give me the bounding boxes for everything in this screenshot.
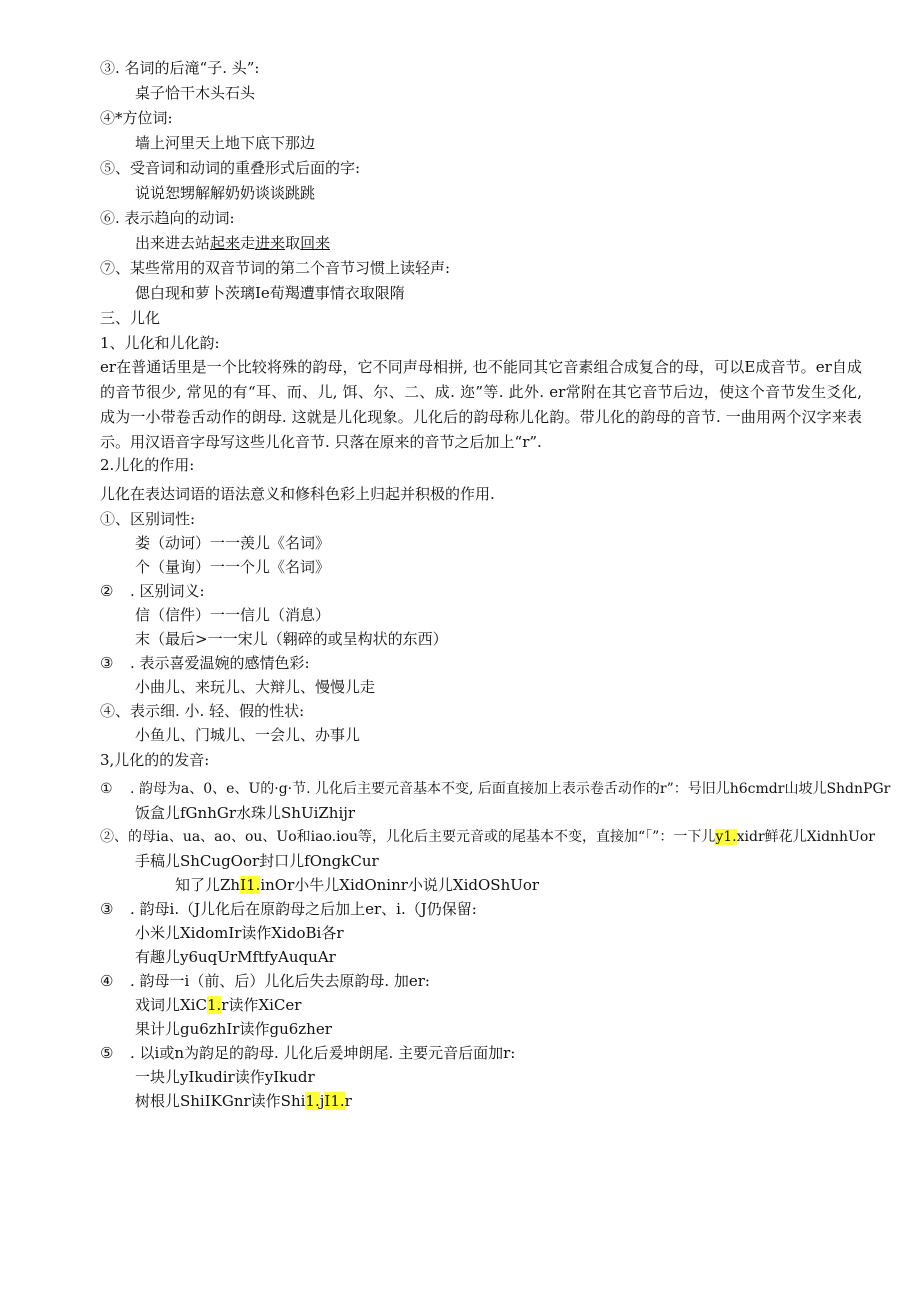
section-heading-erhua: 三、儿化	[100, 309, 161, 327]
subheading-erhua-function: 2.儿化的作用:	[100, 456, 195, 474]
text-run: r	[344, 1092, 352, 1110]
subheading-erhua-pronunciation: 3,儿化的的发音:	[100, 751, 210, 769]
text-run: 出来进去站	[135, 234, 211, 252]
item-number: ④	[100, 972, 114, 990]
example-pron-2a: 手稿儿ShCugOor封口儿fOngkCur	[135, 852, 379, 870]
example-directional-verbs	[135, 233, 330, 253]
item-pron-2	[100, 827, 875, 847]
paragraph-erhua-definition: er在普通话里是一个比较将殊的韵母，它不同声母相拼, 也不能同其它音素组合成复合的母，可以E成音节。er自成的音节很少, 常见的有“耳、而、儿, 饵、尔、二、成. 迩”等. 此外. er常附在其它音节后边，使这个音节发生爻化, 成为一小带卷舌动作的朗母. 这就是儿化现象。儿化后的韵母称儿化韵。带儿化的韵母的音节. 一曲用两个汉字来表示。用汉语音字母写这些儿化音节. 只落在原来的音节之后加上“r”.	[100, 358, 862, 451]
item-number: ①	[100, 781, 113, 797]
example-pron-3a: 小米儿XidomIr读作XidoBi各r	[135, 924, 344, 942]
example-noun-suffix: 桌子恰干木头石头	[135, 84, 256, 102]
paragraph-erhua-function: 儿化在表达词语的语法意义和修科色彩上归起并积极的作用.	[100, 485, 495, 503]
item-text: . 以i或n为韵足的韵母. 儿化后爰坤朗尾. 主要元音后面加r:	[130, 1044, 516, 1062]
example-pron-4a	[135, 995, 301, 1015]
subheading-erhua-definition: 1、儿化和儿化韵:	[100, 334, 220, 352]
text-run: j	[319, 1092, 325, 1110]
item-noun-suffix: ③. 名词的后滝“子. 头”:	[100, 59, 260, 77]
item-pron-5	[100, 1043, 515, 1063]
example-pron-2b	[175, 875, 539, 895]
highlighted-text: 1.	[206, 996, 222, 1014]
item-text: . 韵母为a、0、e、U的·g·节. 儿化后主要元音基本不变, 后面直接加上表示卷舌动作的r”：号旧儿h6cmdr山坡儿ShdnPGr	[130, 781, 891, 797]
example-reduplication: 说说恕甥解解奶奶谈谈跳跳	[135, 184, 316, 202]
underlined-text: 进来	[255, 234, 286, 252]
item-pron-1	[100, 779, 890, 799]
text-run: inOr小牛儿XidOninr小说儿XidOShUor	[260, 876, 540, 894]
text-run: 知了儿Zh	[175, 876, 241, 894]
item-word-meaning	[100, 581, 205, 601]
item-disyllabic-words: ⑦、某些常用的双音节词的第二个音节习惯上读轻声:	[100, 259, 451, 277]
text-run: 戏词儿XiC	[135, 996, 207, 1014]
example-pron-1: 饭盒儿fGnhGr水珠儿ShUiZhijr	[135, 804, 356, 822]
item-number: ③	[100, 654, 114, 672]
text-run: 走	[240, 234, 256, 252]
item-locative-words: ④*方位词:	[100, 109, 173, 127]
text-run: 取	[285, 234, 301, 252]
item-text: . 表示喜爱温婉的感情色彩:	[130, 654, 310, 672]
example-word-class-1: 娄（动诃）一一羡儿《名词》	[135, 534, 331, 552]
highlighted-text: I1.	[240, 876, 261, 894]
item-directional-verbs: ⑥. 表示趋向的动词:	[100, 209, 235, 227]
text-run: xidr鲜花儿XidnhUor	[736, 829, 875, 845]
example-locative-words: 墙上河里天上地下底下那边	[135, 134, 316, 152]
example-affection: 小曲儿、来玩儿、大辩儿、慢慢儿走	[135, 678, 376, 696]
item-word-class: ①、区别词性:	[100, 510, 196, 528]
example-pron-5a: 一块儿yIkudir读作yIkudr	[135, 1068, 315, 1086]
underlined-text: 回来	[300, 234, 331, 252]
item-number: ③	[100, 900, 114, 918]
example-word-meaning-1: 信（信件）一一信儿（消息）	[135, 606, 331, 624]
example-pron-5b	[135, 1091, 352, 1111]
item-number: ②	[100, 582, 114, 600]
text-run: 树根儿ShiIKGnr读作Shi	[135, 1092, 306, 1110]
example-word-meaning-2: 末（最后>一一宋儿（翱碎的或呈构状的东西）	[135, 630, 448, 648]
item-affection	[100, 653, 310, 673]
highlighted-text: 1.	[305, 1092, 320, 1110]
item-reduplication: ⑤、受音词和动词的重叠形式后面的字:	[100, 159, 361, 177]
item-small-quality: ④、表示细. 小. 轻、假的性状:	[100, 702, 305, 720]
text-run: ②、的母ia、ua、ao、ou、Uo和iao.iou等，儿化后主要元音或的尾基本不变，直接加“「”：一下儿	[100, 829, 716, 845]
highlighted-text: I1.	[324, 1092, 345, 1110]
highlighted-text: y1.	[715, 829, 737, 845]
example-disyllabic-words: 偲白现和萝卜茨璃Ie荀羯遭事情衣取限隋	[135, 284, 405, 302]
example-pron-4b: 果计儿gu6zhIr读作gu6zher	[135, 1020, 332, 1038]
example-pron-3b: 有趣儿y6uqUrMftfyAuquAr	[135, 948, 336, 966]
item-text: . 韵母i.（J儿化后在原韵母之后加上er、i.（J仍保留:	[130, 900, 477, 918]
example-small-quality: 小鱼儿、门城儿、一会儿、办事儿	[135, 726, 361, 744]
item-text: . 韵母一i（前、后）儿化后失去原韵母. 加er:	[130, 972, 430, 990]
underlined-text: 起来	[210, 234, 241, 252]
text-run: r读作XiCer	[221, 996, 302, 1014]
item-pron-3	[100, 899, 477, 919]
item-pron-4	[100, 971, 430, 991]
item-text: . 区别词义:	[130, 582, 205, 600]
item-number: ⑤	[100, 1044, 114, 1062]
example-word-class-2: 个（量询）一一个儿《名词》	[135, 558, 331, 576]
